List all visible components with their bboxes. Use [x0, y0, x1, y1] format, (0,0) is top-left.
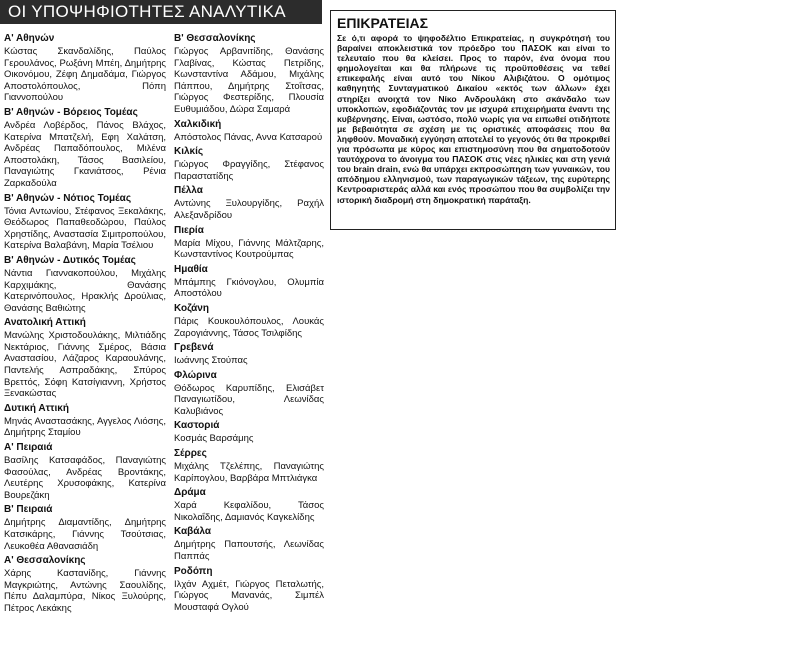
- region-heading: Β' Αθηνών - Δυτικός Τομέας: [4, 254, 136, 266]
- column-2: [174, 30, 324, 616]
- candidate-names: Βασίλης Κατσαφάδος, Παναγιώτης Φασούλας, Ανδρέας Βροντάκης, Λευτέρης Χρυσοφάκης, Κατερίνα Βουρεζάκη: [4, 455, 166, 501]
- region-section: [174, 448, 324, 484]
- candidate-names: Χάρης Καστανίδης, Γιάννης Μαγκριώτης, Αντώνης Σαουλίδης, Πέπυ Δαλαμπύρα, Νίκος Ξυλούρης, Πέτρος Λεκάκης: [4, 568, 166, 614]
- region-heading: Σέρρες: [174, 448, 207, 460]
- candidate-names: Μηνάς Αναστασάκης, Αγγελος Λιόσης, Δημήτρης Σταμίου: [4, 415, 166, 439]
- region-heading: Β' Θεσσαλονίκης: [174, 33, 256, 44]
- section-header-bar: [0, 0, 322, 24]
- candidate-names: Μαρία Μίχου, Γιάννης Μάλτζαρης, Κωνσταντίνος Κουτρούμπας: [174, 237, 324, 261]
- region-section: [4, 33, 166, 104]
- region-section: [4, 442, 166, 501]
- candidate-names: Γιώργος Αρβανιτίδης, Θανάσης Γλαβίνας, Κώστας Πετρίδης, Κωνσταντίνα Αδάμου, Μιχάλης Πάππου, Δημήτρης Στοΐτσας, Γιώργος Φεστερίδης, Πλουσία Ευθυμιάδου, Δώρα Σαμαρά: [174, 46, 324, 115]
- region-heading: Κιλκίς: [174, 146, 204, 158]
- region-heading: Ημαθία: [174, 263, 208, 275]
- candidate-names: Ανδρέα Λοβέρδος, Πάνος Βλάχος, Κατερίνα Μπατζελή, Εφη Χαλάτση, Ανδρέας Παπαδόπουλος, Μιλένα Αποστολάκη, Τάσος Βασιλείου, Παναγιώτης Γκανιάτσος, Ρένια Ζαρκαδούλα: [4, 119, 166, 189]
- candidate-names: Ιωάννης Στούπας: [174, 355, 248, 367]
- candidate-names: Γιώργος Φραγγίδης, Στέφανος Παραστατίδης: [174, 159, 324, 182]
- region-heading: Χαλκιδική: [174, 118, 222, 130]
- region-section: [174, 264, 324, 300]
- region-section: [174, 119, 324, 144]
- region-heading: Α' Αθηνών: [4, 33, 55, 44]
- candidate-names: Νάντια Γιαννακοπούλου, Μιχάλης Καρχιμάκης, Θανάσης Κατερινόπουλος, Ηρακλής Δρούλιας, Θανάσης Βαθιώτης: [4, 267, 166, 314]
- region-section: [4, 555, 166, 614]
- region-section: [4, 193, 166, 252]
- region-section: [174, 487, 324, 523]
- region-section: [174, 33, 324, 116]
- region-section: [174, 370, 324, 418]
- candidate-names: Κώστας Σκανδαλίδης, Παύλος Γερουλάνος, Ρωξάνη Μπέη, Δημήτρης Οικονόμου, Ζέφη Δημαδάμα, Γιώργος Αποστολόπουλος, Πόπη Γιαννοπούλου: [4, 46, 166, 104]
- region-heading: Α' Θεσσαλονίκης: [4, 555, 86, 567]
- region-heading: Καβάλα: [174, 526, 211, 538]
- region-heading: Κοζάνη: [174, 302, 209, 314]
- region-section: [4, 504, 166, 552]
- region-section: [4, 403, 166, 439]
- region-section: [174, 303, 324, 339]
- region-heading: Β' Πειραιά: [4, 504, 53, 516]
- candidate-names: Μπάμπης Γκιόνογλου, Ολυμπία Αποστόλου: [174, 276, 324, 300]
- region-heading: Β' Αθηνών - Βόρειος Τομέας: [4, 106, 138, 118]
- candidate-names: Δημήτρης Διαμαντίδης, Δημήτρης Κατσικάρης, Γιάννης Τσούτσιας, Λευκοθέα Αθανασιάδη: [4, 517, 166, 552]
- region-heading: Δράμα: [174, 487, 206, 499]
- candidate-names: Τόνια Αντωνίου, Στέφανος Ξεκαλάκης, Θεόδωρος Παπαθεοδώρου, Παύλος Χρηστίδης, Αναστασία Σιμιτροπούλου, Κατερίνα Βαλαβάνη, Μαρία Τσέλιου: [4, 205, 166, 252]
- region-section: [4, 255, 166, 314]
- editorial-box-epikrateias: [330, 10, 616, 230]
- section-title: ΟΙ ΥΠΟΨΗΦΙΟΤΗΤΕΣ ΑΝΑΛΥΤΙΚΑ: [8, 2, 286, 21]
- region-section: [174, 185, 324, 221]
- candidate-names: Απόστολος Πάνας, Αννα Κατσαρού: [174, 131, 323, 143]
- editorial-title: ΕΠΙΚΡΑΤΕΙΑΣ: [337, 15, 428, 31]
- candidate-names: Αντώνης Ξυλουργίδης, Ραχήλ Αλεξανδρίδου: [174, 198, 324, 221]
- region-heading: Πέλλα: [174, 185, 203, 197]
- region-heading: Ροδόπη: [174, 565, 213, 577]
- candidate-names: Μιχάλης Τζελέπης, Παναγιώτης Καρίπογλου, Βαρβάρα Μπτλιάγκα: [174, 461, 324, 484]
- candidate-names: Μανώλης Χριστοδουλάκης, Μιλτιάδης Νεκτάριος, Γιάννης Σμέρος, Βάσια Αναστασίου, Λάζαρος Καραουλάνης, Παντελής Ασπραδάκης, Σπύρος Βρεττός, Σόφη Κατσίγιαννη, Χρήστος Ξενακώστας: [4, 330, 166, 400]
- candidate-names: Δημήτρης Παπουτσής, Λεωνίδας Παππάς: [174, 539, 324, 563]
- region-heading: Καστοριά: [174, 420, 220, 432]
- candidate-names: Θόδωρος Καρυπίδης, Ελισάβετ Παναγιωτίδου, Λεωνίδας Καλυβιάνος: [174, 382, 324, 417]
- region-section: [174, 420, 324, 445]
- region-section: [174, 566, 324, 614]
- candidate-names: Πάρις Κουκουλόπουλος, Λουκάς Ζαρογιάννης, Τάσος Τσιλφίδης: [174, 315, 324, 339]
- region-heading: Πιερία: [174, 224, 204, 236]
- region-heading: Φλώρινα: [174, 369, 217, 381]
- editorial-body: Σε ό,τι αφορά το ψηφοδέλτιο Επικρατείας, η συγκρότησή του βαραίνει αποκλειστικά τον πρόεδρο του ΠΑΣΟΚ και είναι το τελευταίο που θα κλείσει. Προς το παρόν, ένα όνομα που φημολογείται και θα πλήρωνε τις προϋποθέσεις να τεθεί επικεφαλής είναι αυτό του Νίκου Αλιβιζάτου. Ο ομότιμος καθηγητής Συνταγματικού Δικαίου «εκτός των άλλων» έχει στηρίξει ανοιχτά τον Νίκο Ανδρουλάκη στο σκάνδαλο των υποκλοπών, εφοδιάζοντάς τον με ισχυρά επιχειρήματα έναντι της κυβέρνησης. Είναι, ωστόσο, πολύ νωρίς για να ειπωθεί οτιδήποτε με βεβαιότητα σε σχέση με τις οριστικές αποφάσεις που θα ληφθούν. Μοναδική εγγύηση αποτελεί το γεγονός ότι θα προκριθεί για πρόσωπα με κύρος και επιστημοσύνη που θα σηματοδοτούν ταυτόχρονα το άνοιγμα του ΠΑΣΟΚ στις νέες ηλικίες και στη γενιά του brain drain, ενώ θα υπάρχει εκπροσώπηση των γυναικών, του απόδημου ελληνισμού, των παραγωγικών τάξεων, της ευρύτερης Κεντροαριστεράς αλλά και ενός προσώπου που θα συμβολίζει την ιστορική διαδρομή στη δημοκρατική παράταξη.: [337, 33, 610, 205]
- region-heading: Α' Πειραιά: [4, 442, 53, 454]
- region-section: [174, 526, 324, 562]
- candidate-names: Κοσμάς Βαρσάμης: [174, 433, 254, 445]
- region-heading: Γρεβενά: [174, 342, 214, 354]
- region-heading: Δυτική Αττική: [4, 402, 69, 414]
- region-heading: Β' Αθηνών - Νότιος Τομέας: [4, 192, 132, 204]
- region-heading: Ανατολική Αττική: [4, 317, 86, 329]
- candidate-names: Ιλχάν Αχμέτ, Γιώργος Πεταλωτής, Γιώργος Μανανάς, Σιμπέλ Μουσταφά Ογλού: [174, 578, 324, 613]
- region-section: [4, 317, 166, 400]
- region-section: [174, 146, 324, 182]
- region-section: [174, 225, 324, 261]
- region-section: [4, 107, 166, 190]
- region-section: [174, 342, 324, 367]
- column-1: [4, 30, 166, 618]
- candidate-names: Χαρά Κεφαλίδου, Τάσος Νικολαΐδης, Δαμιανός Καγκελίδης: [174, 500, 324, 523]
